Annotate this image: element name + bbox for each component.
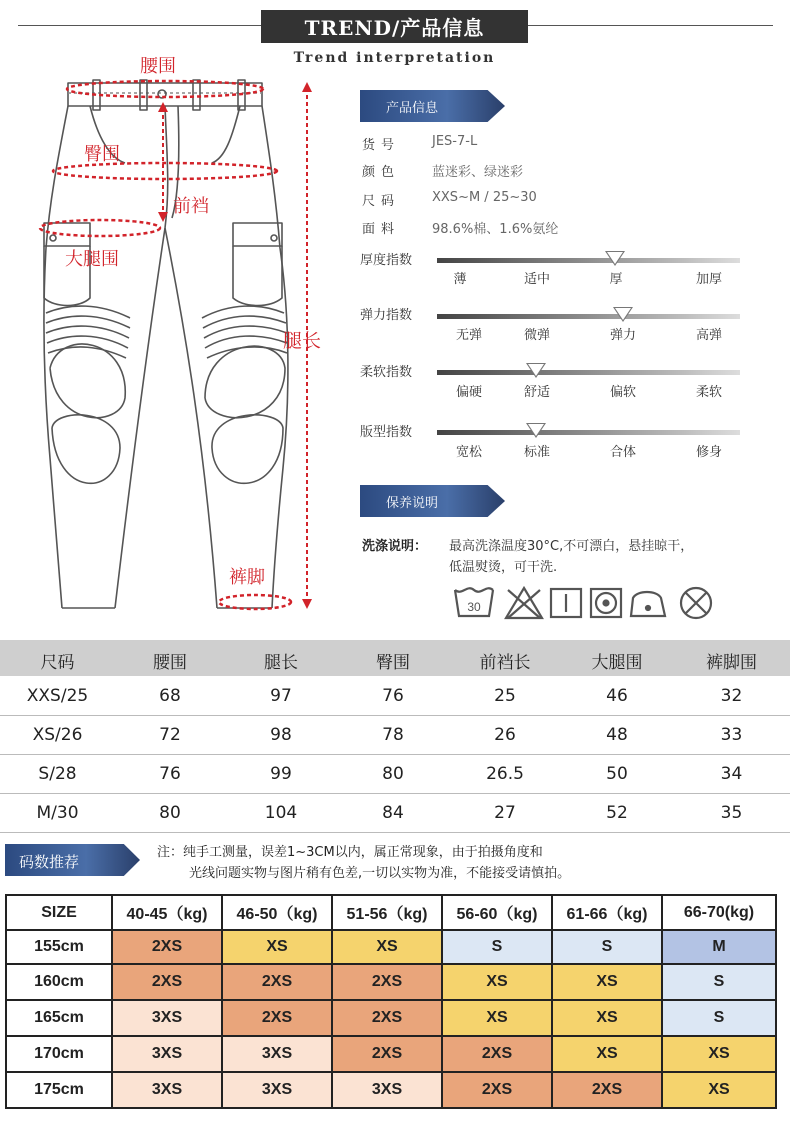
recommend-size-cell: 2XS xyxy=(112,964,222,1000)
index-label: 无弹 xyxy=(455,328,482,343)
length-label: 腿长 xyxy=(283,330,322,352)
recommend-banner: 码数推荐 xyxy=(5,844,140,876)
height-cell: 170cm xyxy=(6,1036,112,1072)
care-icons xyxy=(452,584,722,622)
recommend-header-cell: 40-45（kg) xyxy=(112,895,222,930)
size-cell: 26 xyxy=(494,725,516,745)
index-marker xyxy=(605,251,625,266)
index-marker xyxy=(526,423,546,438)
recommend-size-cell: S xyxy=(552,930,662,964)
size-cell: 80 xyxy=(159,803,181,823)
index-label: 舒适 xyxy=(523,385,550,400)
index-bar xyxy=(437,258,740,263)
recommend-header-cell: 51-56（kg) xyxy=(332,895,442,930)
rise-label: 前裆 xyxy=(173,196,209,217)
care-line-1: 最高洗涤温度30°C,不可漂白，悬挂晾干， xyxy=(449,539,694,554)
index-label: 高弹 xyxy=(695,328,722,343)
recommend-size-cell: 3XS xyxy=(112,1000,222,1036)
header-rule-right xyxy=(528,25,773,26)
size-header-cell: 大腿围 xyxy=(591,653,643,673)
hip-label: 臀围 xyxy=(84,144,120,165)
size-cell: 98 xyxy=(270,725,292,745)
size-cell: 26.5 xyxy=(486,764,524,784)
recommend-size-cell: S xyxy=(662,1000,776,1036)
info-key: 货号 xyxy=(362,138,401,153)
recommend-size-cell: 3XS xyxy=(112,1072,222,1108)
note-line-2: 光线问题实物与图片稍有色差,一切以实物为准，不能接受请慎拍。 xyxy=(189,866,571,881)
recommend-size-cell: 3XS xyxy=(222,1072,332,1108)
index-label: 标准 xyxy=(523,445,550,460)
recommend-size-cell: 2XS xyxy=(222,964,332,1000)
row-divider xyxy=(0,715,790,716)
size-cell: 48 xyxy=(606,725,628,745)
index-title: 版型指数 xyxy=(360,425,413,440)
index-label: 适中 xyxy=(523,272,550,287)
size-header-cell: 臀围 xyxy=(376,653,410,673)
size-cell: 76 xyxy=(159,764,181,784)
size-header-cell: 腿长 xyxy=(264,653,298,673)
recommend-size-cell: 2XS xyxy=(332,1000,442,1036)
size-cell: S/28 xyxy=(38,764,77,784)
size-header-cell: 尺码 xyxy=(40,653,75,673)
info-value: XXS~M / 25~30 xyxy=(432,190,537,205)
size-cell: 76 xyxy=(382,686,404,706)
index-label: 柔软 xyxy=(695,385,722,400)
size-header-cell: 前裆长 xyxy=(479,653,531,673)
info-value: 98.6%棉、1.6%氨纶 xyxy=(432,222,559,237)
height-cell: 155cm xyxy=(6,930,112,964)
size-cell: 33 xyxy=(720,725,743,745)
no-bleach-icon xyxy=(506,588,542,618)
recommend-size-cell: 2XS xyxy=(442,1072,552,1108)
size-cell: 80 xyxy=(382,764,404,784)
recommend-size-cell: XS xyxy=(552,964,662,1000)
recommend-size-cell: XS xyxy=(552,1000,662,1036)
info-value: 蓝迷彩、绿迷彩 xyxy=(432,165,524,180)
thigh-label: 大腿围 xyxy=(65,249,119,270)
recommend-size-cell: XS xyxy=(662,1072,776,1108)
svg-text:30: 30 xyxy=(467,600,481,614)
size-cell: 84 xyxy=(382,803,404,823)
size-cell: M/30 xyxy=(36,803,79,823)
info-key: 颜色 xyxy=(362,165,401,180)
index-label: 偏硬 xyxy=(455,385,482,400)
recommend-header-cell: 46-50（kg) xyxy=(222,895,332,930)
header-rule-left xyxy=(18,25,261,26)
info-key: 面料 xyxy=(362,222,401,237)
index-title: 弹力指数 xyxy=(360,308,413,323)
height-cell: 165cm xyxy=(6,1000,112,1036)
recommend-size-cell: S xyxy=(662,964,776,1000)
size-cell: 46 xyxy=(606,686,628,706)
recommend-size-cell: 2XS xyxy=(442,1036,552,1072)
wash-30-icon xyxy=(455,588,493,616)
size-cell: 27 xyxy=(494,803,516,823)
index-label: 偏软 xyxy=(609,385,636,400)
size-cell: 32 xyxy=(720,686,743,706)
recommend-size-cell: 3XS xyxy=(112,1036,222,1072)
recommend-size-cell: M xyxy=(662,930,776,964)
size-cell: 104 xyxy=(264,803,298,823)
recommend-size-cell: 2XS xyxy=(332,1036,442,1072)
recommend-size-cell: XS xyxy=(442,1000,552,1036)
recommend-size-cell: 2XS xyxy=(332,964,442,1000)
size-cell: 34 xyxy=(720,764,743,784)
page-title: TREND/产品信息 xyxy=(261,10,528,43)
size-cell: XXS/25 xyxy=(26,686,89,706)
recommend-size-cell: XS xyxy=(332,930,442,964)
care-label: 洗涤说明： xyxy=(362,539,428,554)
index-bar xyxy=(437,314,740,319)
size-cell: 25 xyxy=(494,686,516,706)
height-cell: 175cm xyxy=(6,1072,112,1108)
index-marker xyxy=(526,363,546,378)
hem-label: 裤脚 xyxy=(229,567,265,588)
row-divider xyxy=(0,832,790,833)
recommend-size-cell: XS xyxy=(552,1036,662,1072)
index-title: 柔软指数 xyxy=(360,365,413,380)
size-cell: 99 xyxy=(270,764,292,784)
recommend-size-cell: XS xyxy=(442,964,552,1000)
info-value: JES-7-L xyxy=(432,134,478,149)
row-divider xyxy=(0,793,790,794)
tumble-dry-icon xyxy=(591,589,621,617)
index-label: 微弹 xyxy=(523,328,550,343)
line-dry-icon xyxy=(551,589,581,617)
index-marker xyxy=(613,307,633,322)
info-key: 尺码 xyxy=(362,194,401,209)
size-cell: 50 xyxy=(606,764,628,784)
recommend-size-cell: S xyxy=(442,930,552,964)
index-label: 薄 xyxy=(453,272,467,287)
iron-low-icon xyxy=(631,592,665,616)
recommend-size-cell: 3XS xyxy=(332,1072,442,1108)
recommend-header-cell: 61-66（kg) xyxy=(552,895,662,930)
waist-label: 腰围 xyxy=(140,56,176,77)
no-wash-icon xyxy=(681,588,711,618)
index-label: 合体 xyxy=(609,445,636,460)
size-header-cell: 腰围 xyxy=(153,653,187,673)
size-cell: 68 xyxy=(159,686,181,706)
product-info-banner: 产品信息 xyxy=(360,90,505,122)
size-cell: 52 xyxy=(606,803,628,823)
index-label: 弹力 xyxy=(609,328,636,343)
height-cell: 160cm xyxy=(6,964,112,1000)
recommend-size-cell: 3XS xyxy=(222,1036,332,1072)
recommend-header-cell: 66-70(kg) xyxy=(662,895,776,930)
recommend-size-cell: 2XS xyxy=(552,1072,662,1108)
index-bar xyxy=(437,430,740,435)
size-cell: 72 xyxy=(159,725,181,745)
index-label: 修身 xyxy=(695,445,722,460)
recommend-size-cell: 2XS xyxy=(222,1000,332,1036)
recommend-table xyxy=(5,894,777,1109)
recommend-header-cell: SIZE xyxy=(6,895,112,930)
index-label: 厚 xyxy=(609,272,623,287)
index-bar xyxy=(437,370,740,375)
size-cell: 35 xyxy=(720,803,743,823)
recommend-size-cell: 2XS xyxy=(112,930,222,964)
recommend-size-cell: XS xyxy=(662,1036,776,1072)
size-cell: 78 xyxy=(382,725,404,745)
page-subtitle: Trend interpretation xyxy=(293,50,496,66)
index-label: 宽松 xyxy=(455,445,482,460)
size-header-cell: 裤脚围 xyxy=(706,653,757,673)
recommend-header-cell: 56-60（kg) xyxy=(442,895,552,930)
index-label: 加厚 xyxy=(695,272,722,287)
care-banner: 保养说明 xyxy=(360,485,505,517)
note-line-1: 注：纯手工测量，误差1~3CM以内，属正常现象，由于拍摄角度和 xyxy=(157,845,543,860)
row-divider xyxy=(0,754,790,755)
index-title: 厚度指数 xyxy=(360,253,413,268)
recommend-size-cell: XS xyxy=(222,930,332,964)
size-cell: XS/26 xyxy=(32,725,83,745)
care-line-2: 低温熨烫，可干洗. xyxy=(449,560,558,575)
size-cell: 97 xyxy=(270,686,292,706)
